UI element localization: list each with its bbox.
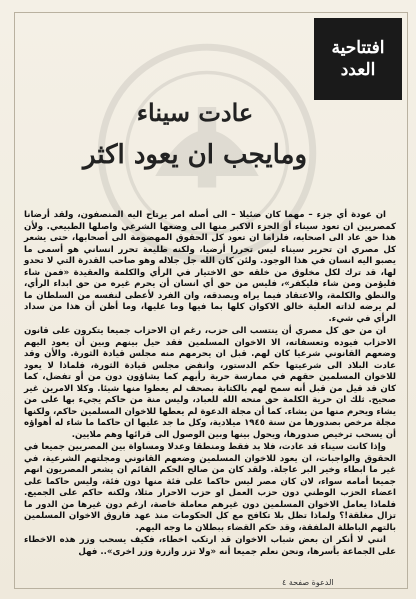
headline-line2: ومايجب ان يعود اكثر — [82, 140, 307, 170]
page-footer: الدعوة صفحة ٤ — [282, 578, 334, 587]
body-paragraph: ان من حق كل مصري أن ينتسب الى حزب، رغم ان الاحزاب جميعا يتكرون على قانون الاحزاب فيوده وتعسفاته، الا الاخوان المسلمين فقد حيل بينهم وبين أن يعود اليهم وضعهم القانوني شرعيا كان لهم. قبل ان يحرمهم منه مجلس قيادة الثورة. والأن وقد عادت البلاد الى شرعيتها حكم الدستور، وانفض مجلس قيادة الثورة، فلماذا لا يعود للاخوان المسلمين حقهم في ممارسة حرية رأيهم كما يشاؤون دون من أو تفضل، كما كان قد قيل من قبل أنه سمح لهم بالكتابة بصحف لم يعطوا منها شيئا. وكلا الامرين غير صحيح. ثلك ان حرية الكلمة حق منحه الله للعباد، وليس منة من حاكم يجيء بها على من يشاء ويحرم منها من يشاء. كما أن مجلة الدعوة لم يعطها للاخوان المسلمين حاكم، ولكنها مجلة مرخص بصدورها من سنة ١٩٤٥ ميلادية، وكل ما جد عليها ان حاكما ما شاء له أهواؤه أن يسحب ترخيص صدورها، ويحول بينها وبين الوصول الى قرائها وهم ملايين. — [23, 326, 396, 440]
section-badge — [314, 18, 402, 100]
headline-line1: عادت سيناء — [136, 98, 254, 127]
article-body — [24, 210, 396, 559]
article-headline — [70, 96, 320, 174]
body-paragraph: وإذا كانت سيناء قد عادت، فلا بد فقط ومنطقا وعدلا ومساواة بين المصريين جميعا في الحقوق والواجبات، ان يعود للاخوان المسلمين وضعهم القانوني ومجلتهم الشرعية، في غير ما ابطاء وخير البر عاجلة. ولقد كان من صالح الحكم القائم ان يشعر المصريون انهم جميعا أمامه سواء، لان كان مصر ليس حاكما على فئة منها دون فئة، وليس حاكما على اعضاء الحزب الوطني دون حزب العمل او حزب الاحرار مثلا، ولكنه حاكم على الجميع. فلماذا يعامل الاخوان المسلمين دون غيرهم معاملة خاصة، ارغم دون غيرها من الدور ما تزال مغلقة!؟ ولماذا تظل بلا تكافح مع كل الحكومات منذ عهد فاروق الاخوان المسلمين بالتهم الباطلة الملفقة، وقد حكم القضاء ببطلان ما وجه اليهم. — [24, 442, 396, 533]
body-paragraph: ان عودة أي جزء – مهما كان ضئيلا – الى أصله امر يرتاح اليه المنصفون، ولقد أرضانا كمصريين ان تعود سيناء أو الجزء الاكبر منها الى وضعها الشرعي واصلها الطبيعي. ولأن هذا حق عاد الى اصحابه، فلزاما ان تعود كل الحقوق المهضومة الى أصحابها، حتى يشعر كل مصري ان تحرير سيناء ليس تحررا أرضيا، ولكنه طليعة تحرر انساني هو أسمى ما يصبو اليه انسان في هذا الوجود. ولئن كان الله جل جلاله وهو صاحب القدرة التي لا تحدو لها، قد ترك لكل مخلوق من خلقه حق الاختيار في الرأي والكلمة والعقيدة «فمن شاء فليؤمن ومن شاء فليكفر»، فليس من حق أي انسان أن يحرم غيره من حق ابداء الرأي، والنطق والكلمة، والاعتقاد فيما يراه ويصدقه، وان الفرد لأعطى لنفسه من السلطان ما لم يرضه لذاته العلية خالق الاكوان كلها بما فيها وما عليها، وما أظن أن هذا من سداد الرأي في شيء. — [24, 210, 396, 324]
body-paragraph: انني لا أنكر ان بعض شباب الاخوان قد ارتكب اخطاء، فكيف يسحب وزر هذه الاخطاء على الجماعة بأسرها، ونحن نعلم جميعا أنه «ولا تزر وازرة وزر اخرى».. فهل — [24, 535, 396, 557]
section-title-line1: افتتاحية — [331, 38, 385, 58]
section-title-line2: العدد — [340, 60, 376, 80]
